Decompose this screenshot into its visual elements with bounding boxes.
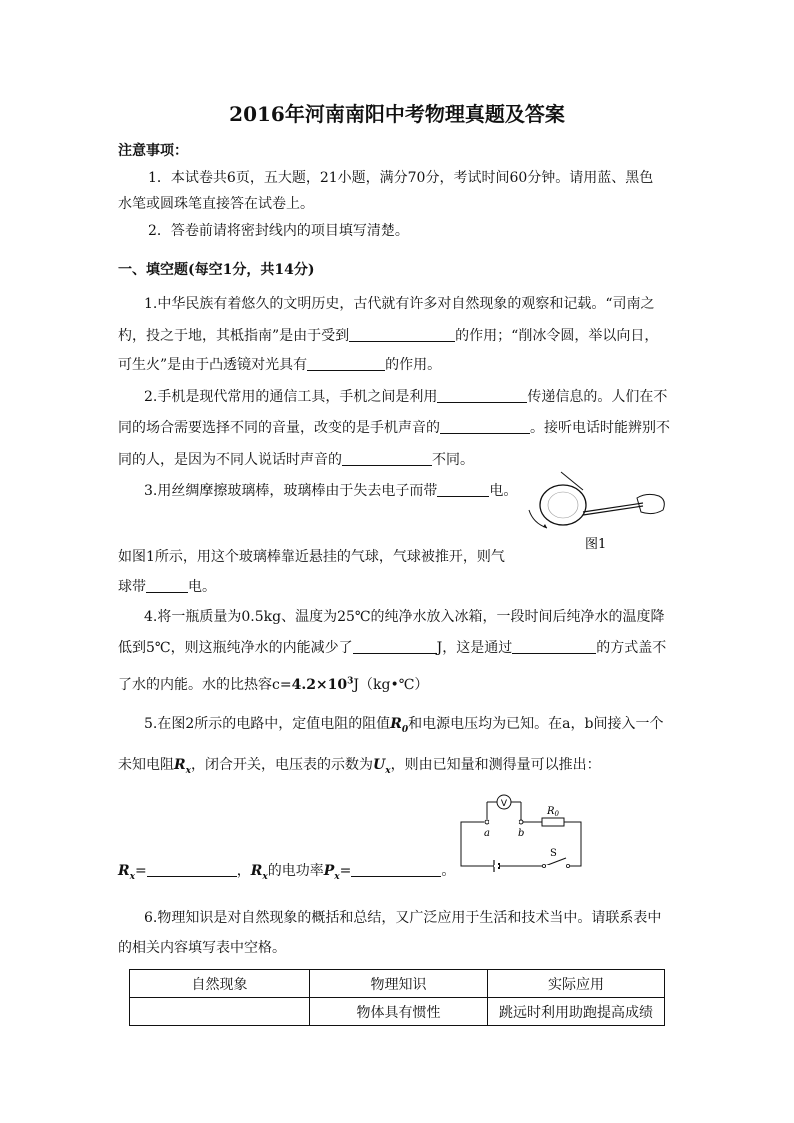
terminal-a: a <box>484 828 490 839</box>
section-heading: 一、填空题(每空1分，共14分) <box>118 262 315 278</box>
q6-line2: 的相关内容填写表中空格。 <box>118 940 286 956</box>
figure-2-circuit <box>456 790 586 876</box>
figure-1-balloon-rod <box>525 468 675 563</box>
answer-blank[interactable] <box>437 388 527 403</box>
notice-item-1: 1．本试卷共6页，五大题，21小题，满分70分，考试时间60分钟。请用蓝、黑色 <box>148 170 654 186</box>
q3-line3: 球带 电。 <box>118 579 216 595</box>
terminal-b: b <box>518 828 525 839</box>
q2-line3: 同的人，是因为不同人说话时声音的 不同。 <box>118 452 474 468</box>
answer-blank[interactable] <box>437 482 489 497</box>
answer-blank[interactable] <box>146 578 188 593</box>
answer-blank[interactable] <box>440 419 530 434</box>
notice-item-2: 2．答卷前请将密封线内的项目填写清楚。 <box>148 223 409 239</box>
q4-line2: 低到5℃，则这瓶纯净水的内能减少了 J，这是通过 的方式盖不 <box>118 640 667 656</box>
q5-line2: 未知电阻$R_x$，闭合开关，电压表的示数为$U_x$，则由已知量和测得量可以推出： <box>118 757 601 776</box>
answer-blank[interactable] <box>351 862 441 877</box>
table-header-cell: 实际应用 <box>488 970 665 998</box>
answer-blank[interactable] <box>353 639 437 654</box>
notice-heading: 注意事项： <box>118 143 188 159</box>
table-cell: 物体具有惯性 <box>310 998 488 1026</box>
figure-1-label: 图1 <box>585 537 607 552</box>
answer-blank[interactable] <box>342 451 432 466</box>
q5-line1: 5.在图2所示的电路中，定值电阻的阻值$R_0$和电源电压均为已知。在a，b间接入一个 <box>144 716 664 735</box>
q1-line3: 可生火”是由于凸透镜对光具有 的作用。 <box>118 357 442 373</box>
q6-line1: 6.物理知识是对自然现象的概括和总结，又广泛应用于生活和技术当中。请联系表中 <box>144 910 662 926</box>
table-header-row <box>130 970 665 998</box>
answer-blank[interactable] <box>512 639 596 654</box>
answer-blank[interactable] <box>307 356 385 371</box>
q2-line1: 2.手机是现代常用的通信工具，手机之间是利用 传递信息的。人们在不 <box>144 389 668 405</box>
table-header-cell: 自然现象 <box>130 970 310 998</box>
q4-line3: 了水的内能。水的比热容$c=4.2\times 10^3J(kg•℃)$ <box>118 676 429 693</box>
answer-blank[interactable] <box>147 862 237 877</box>
table-row <box>130 998 665 1026</box>
voltmeter-symbol: V <box>500 799 508 809</box>
answer-blank[interactable] <box>349 327 455 342</box>
table-cell: 跳远时利用助跑提高成绩 <box>488 998 665 1026</box>
resistor-label: $R_0$ <box>547 806 559 818</box>
q4-line1: 4.将一瓶质量为0.5kg、温度为25℃的纯净水放入冰箱，一段时间后纯净水的温度降 <box>144 609 665 625</box>
notice-item-1-cont: 水笔或圆珠笔直接答在试卷上。 <box>118 196 314 212</box>
q2-line2: 同的场合需要选择不同的音量，改变的是手机声音的 。接听电话时能辨别不 <box>118 420 670 436</box>
table-cell[interactable] <box>130 998 310 1026</box>
physics-table <box>129 969 665 1026</box>
q3-line1: 3.用丝绸摩擦玻璃棒，玻璃棒由于失去电子而带 电。 <box>144 483 518 499</box>
q3-line2: 如图1所示，用这个玻璃棒靠近悬挂的气球，气球被推开，则气 <box>118 549 505 565</box>
q5-line3: $R_x=$ ，$R_x$的电功率$P_x=$ 。 <box>118 863 456 882</box>
q1-line2: 杓，投之于地，其柢指南”是由于受到 的作用；“削冰令圆，举以向日， <box>118 328 659 344</box>
switch-label: S <box>550 848 557 859</box>
table-header-cell: 物理知识 <box>310 970 488 998</box>
q1-line1: 1.中华民族有着悠久的文明历史，古代就有许多对自然现象的观察和记载。“司南之 <box>144 296 655 312</box>
page-title: 2016年河南南阳中考物理真题及答案 <box>229 102 565 126</box>
